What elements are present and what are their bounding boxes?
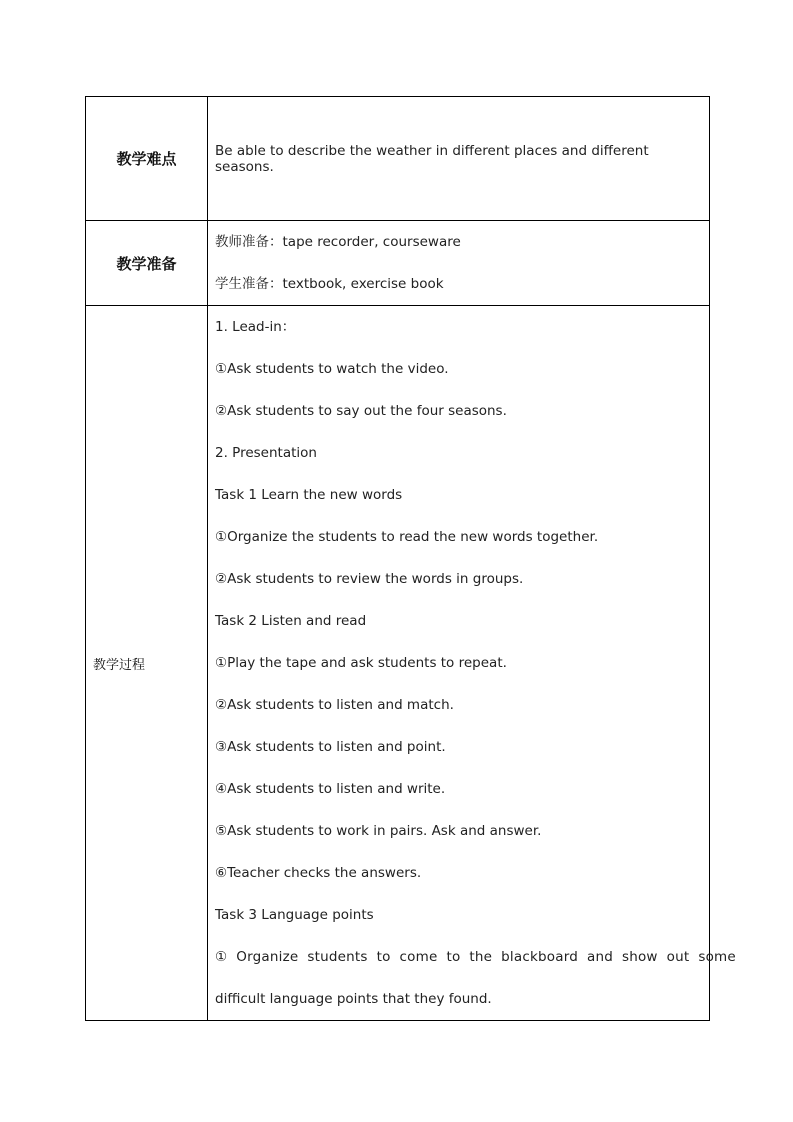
- process-line: 2. Presentation: [215, 445, 317, 461]
- process-line: ④Ask students to listen and write.: [215, 781, 446, 797]
- process-line: Task 3 Language points: [215, 907, 374, 923]
- process-line: Task 1 Learn the new words: [215, 487, 403, 503]
- process-line: ②Ask students to review the words in groups.: [215, 571, 524, 587]
- process-line: ①Play the tape and ask students to repeat.: [215, 655, 507, 671]
- student-preparation: 学生准备：textbook, exercise book: [215, 276, 444, 292]
- difficulty-row: [86, 97, 710, 221]
- process-line: ⑥Teacher checks the answers.: [215, 865, 422, 881]
- lesson-plan-table: [85, 96, 736, 1021]
- process-row: [86, 306, 710, 1021]
- process-line: ③Ask students to listen and point.: [215, 739, 446, 755]
- process-line: ②Ask students to listen and match.: [215, 697, 454, 713]
- preparation-row: [86, 221, 710, 306]
- preparation-content: [208, 221, 710, 306]
- process-line: ②Ask students to say out the four seasons.: [215, 403, 507, 419]
- process-line: Task 2 Listen and read: [215, 613, 367, 629]
- process-line: difficult language points that they found.: [215, 991, 492, 1007]
- process-line: ① Organize students to come to the blackboard and show out some: [215, 949, 736, 965]
- process-line: 1. Lead-in：: [215, 319, 296, 335]
- process-content: [208, 306, 736, 1021]
- preparation-label: 教学准备: [86, 221, 208, 306]
- difficulty-text: Be able to describe the weather in different places and different seasons.: [208, 97, 710, 221]
- process-line: ⑤Ask students to work in pairs. Ask and answer.: [215, 823, 542, 839]
- process-label: 教学过程: [86, 306, 208, 1021]
- difficulty-label: 教学难点: [86, 97, 208, 221]
- teacher-preparation: 教师准备：tape recorder, courseware: [215, 234, 461, 250]
- process-line: ①Ask students to watch the video.: [215, 361, 449, 377]
- process-line: ①Organize the students to read the new words together.: [215, 529, 599, 545]
